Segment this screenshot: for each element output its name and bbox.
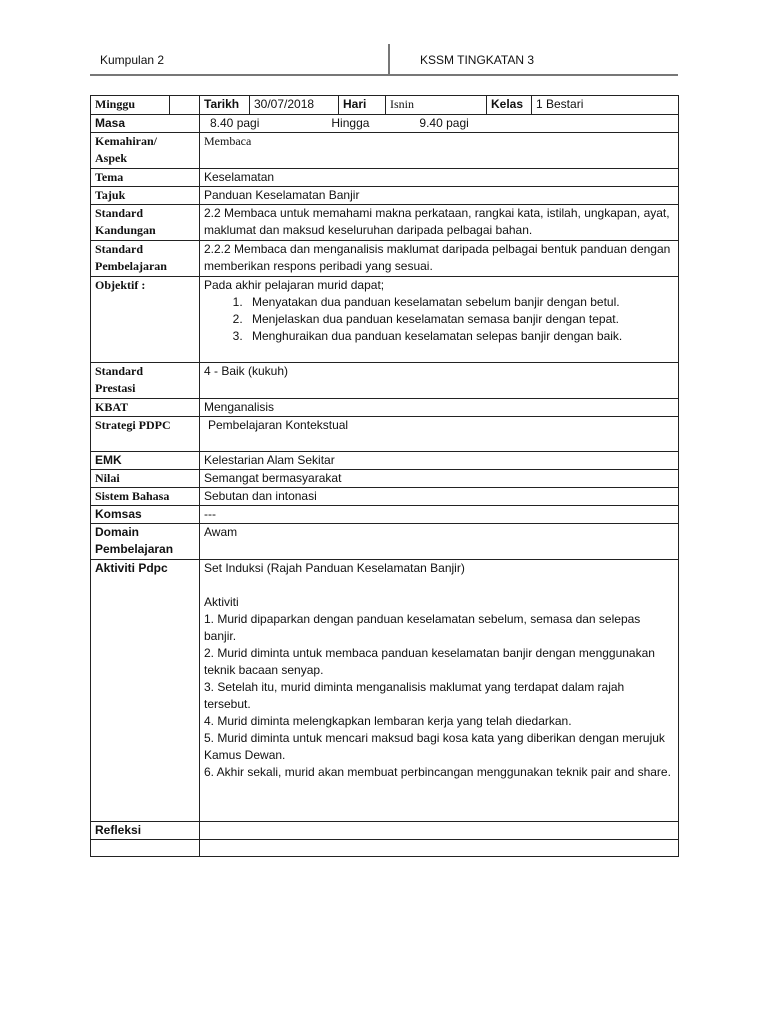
strategi-text: Pembelajaran Kontekstual	[208, 418, 349, 432]
tema-label: Tema	[91, 169, 200, 187]
row-tajuk	[91, 187, 679, 205]
refleksi-label: Refleksi	[91, 822, 200, 840]
aktiviti-step: 1. Murid dipaparkan dengan panduan keselamatan sebelum, semasa dan selepas banjir.	[204, 612, 641, 643]
row-tema	[91, 169, 679, 187]
masa-value	[200, 115, 679, 133]
masa-from: 8.40 pagi	[210, 116, 260, 130]
sp-label-line2: Pembelajaran	[95, 259, 167, 273]
domain-label-line1: Domain	[95, 525, 140, 539]
standard-prestasi-label	[91, 363, 200, 399]
row-sistem-bahasa	[91, 488, 679, 506]
header-divider	[388, 44, 390, 76]
kelas-label: Kelas	[487, 96, 532, 115]
emk-value: Kelestarian Alam Sekitar	[200, 452, 679, 470]
hari-value: Isnin	[386, 96, 487, 115]
row-nilai	[91, 470, 679, 488]
standard-prestasi-value: 4 - Baik (kukuh)	[200, 363, 679, 399]
sk-label-line1: Standard	[95, 206, 144, 220]
strategi-label: Strategi PDPC	[91, 417, 200, 452]
row-minggu	[91, 96, 679, 115]
row-kbat	[91, 399, 679, 417]
row-emk	[91, 452, 679, 470]
group-label: Kumpulan 2	[100, 53, 165, 67]
row-standard-kandungan	[91, 205, 679, 241]
blank-label-cell	[91, 840, 200, 857]
objektif-item: 3. Menghuraikan dua panduan keselamatan selepas banjir dengan baik.	[246, 328, 674, 345]
aktiviti-step: 3. Setelah itu, murid diminta menganalisis maklumat yang terdapat dalam rajah tersebut.	[204, 680, 625, 711]
emk-label: EMK	[91, 452, 200, 470]
nilai-value: Semangat bermasyarakat	[200, 470, 679, 488]
aktiviti-step: 4. Murid diminta melengkapkan lembaran kerja yang telah diedarkan.	[204, 714, 572, 728]
kbat-value: Menganalisis	[200, 399, 679, 417]
row-blank	[91, 840, 679, 857]
objektif-item: 1. Menyatakan dua panduan keselamatan sebelum banjir dengan betul.	[246, 294, 674, 311]
aktiviti-value	[200, 560, 679, 822]
aktiviti-step: 6. Akhir sekali, murid akan membuat perbincangan menggunakan teknik pair and share.	[204, 765, 671, 779]
objektif-list	[204, 294, 674, 345]
row-masa	[91, 115, 679, 133]
spr-label-line1: Standard	[95, 364, 144, 378]
refleksi-value	[200, 822, 679, 840]
row-refleksi	[91, 822, 679, 840]
standard-kandungan-label	[91, 205, 200, 241]
row-kemahiran	[91, 133, 679, 169]
strategi-value	[200, 417, 679, 452]
aktiviti-heading: Aktiviti	[204, 595, 239, 609]
kemahiran-label-line2: Aspek	[95, 151, 128, 165]
row-strategi	[91, 417, 679, 452]
curriculum-label: KSSM TINGKATAN 3	[420, 53, 535, 67]
kemahiran-label-line1: Kemahiran/	[95, 134, 157, 148]
row-standard-pembelajaran	[91, 241, 679, 277]
kbat-label: KBAT	[91, 399, 200, 417]
tema-value: Keselamatan	[200, 169, 679, 187]
kemahiran-value: Membaca	[200, 133, 679, 169]
aktiviti-label: Aktiviti Pdpc	[91, 560, 200, 822]
minggu-label: Minggu	[91, 96, 170, 115]
spr-label-line2: Prestasi	[95, 381, 136, 395]
row-standard-prestasi	[91, 363, 679, 399]
sp-label-line1: Standard	[95, 242, 144, 256]
objektif-item: 2. Menjelaskan dua panduan keselamatan semasa banjir dengan tepat.	[246, 311, 674, 328]
domain-value: Awam	[200, 524, 679, 560]
objektif-intro: Pada akhir pelajaran murid dapat;	[204, 278, 385, 292]
row-aktiviti	[91, 560, 679, 822]
tajuk-value: Panduan Keselamatan Banjir	[200, 187, 679, 205]
page-header	[90, 44, 678, 76]
sistem-bahasa-label: Sistem Bahasa	[91, 488, 200, 506]
aktiviti-step: 2. Murid diminta untuk membaca panduan keselamatan banjir dengan menggunakan teknik bacaan senyap.	[204, 646, 655, 677]
domain-label-line2: Pembelajaran	[95, 542, 174, 556]
hari-label: Hari	[339, 96, 386, 115]
tajuk-label: Tajuk	[91, 187, 200, 205]
objektif-value	[200, 277, 679, 363]
masa-to: 9.40 pagi	[419, 116, 469, 130]
set-induksi: Set Induksi (Rajah Panduan Keselamatan Banjir)	[204, 561, 465, 575]
aktiviti-step: 5. Murid diminta untuk mencari maksud bagi kosa kata yang diberikan dengan merujuk Kamus Dewan.	[204, 731, 665, 762]
row-objektif	[91, 277, 679, 363]
standard-pembelajaran-value: 2.2.2 Membaca dan menganalisis maklumat daripada pelbagai bentuk panduan dengan memberikan respons peribadi yang sesuai.	[200, 241, 679, 277]
blank-value-cell	[200, 840, 679, 857]
objektif-label: Objektif :	[91, 277, 200, 363]
standard-kandungan-value: 2.2 Membaca untuk memahami makna perkataan, rangkai kata, istilah, ungkapan, ayat, maklumat dan maksud keseluruhan daripada pelbagai bahan.	[200, 205, 679, 241]
masa-to-label: Hingga	[331, 116, 370, 130]
tarikh-label: Tarikh	[200, 96, 250, 115]
masa-label: Masa	[91, 115, 200, 133]
domain-label	[91, 524, 200, 560]
row-domain	[91, 524, 679, 560]
komsas-label: Komsas	[91, 506, 200, 524]
tarikh-value: 30/07/2018	[250, 96, 339, 115]
kemahiran-label	[91, 133, 200, 169]
sistem-bahasa-value: Sebutan dan intonasi	[200, 488, 679, 506]
row-komsas	[91, 506, 679, 524]
komsas-value: ---	[200, 506, 679, 524]
minggu-value	[170, 96, 200, 115]
nilai-label: Nilai	[91, 470, 200, 488]
kelas-value: 1 Bestari	[532, 96, 679, 115]
sk-label-line2: Kandungan	[95, 223, 156, 237]
standard-pembelajaran-label	[91, 241, 200, 277]
lesson-plan-table	[90, 95, 679, 857]
header-underline	[90, 74, 678, 76]
